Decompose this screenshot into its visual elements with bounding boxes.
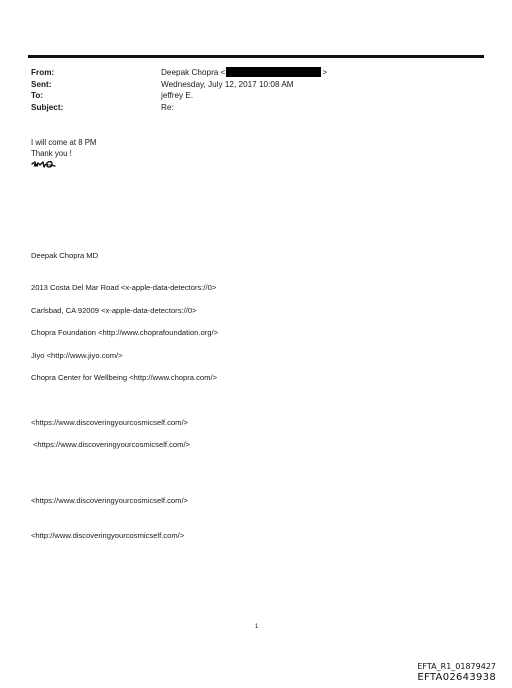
to-label: To: <box>31 91 44 100</box>
footer-id-primary: EFTA_R1_01879427 <box>417 662 496 671</box>
to-value: jeffrey E. <box>161 91 194 100</box>
subject-value: Re: <box>161 102 174 112</box>
sent-value: Wednesday, July 12, 2017 10:08 AM <box>161 79 294 89</box>
link-line-2: <https://www.discoveringyourcosmicself.com/> <box>33 440 190 449</box>
document-footer <box>417 662 496 684</box>
signature-city: Carlsbad, CA 92009 <x-apple-data-detectors://0> <box>31 306 197 315</box>
to-row <box>31 90 481 102</box>
scribble-icon <box>31 160 57 170</box>
email-header <box>31 67 481 113</box>
link-line-1: <https://www.discoveringyourcosmicself.com/> <box>31 418 188 427</box>
signature-name: Deepak Chopra MD <box>31 251 99 260</box>
body-line-1: I will come at 8 PM <box>31 138 97 147</box>
header-rule <box>28 55 484 58</box>
footer-id-secondary: EFTA02643938 <box>417 672 496 683</box>
from-name: Deepak Chopra < <box>161 68 226 77</box>
link-line-4: <http://www.discoveringyourcosmicself.com/> <box>31 531 185 540</box>
page-number: 1 <box>255 624 259 630</box>
from-row <box>31 67 481 79</box>
from-label: From: <box>31 68 55 77</box>
signature-jiyo: Jiyo <http://www.jiyo.com/> <box>31 351 123 360</box>
sent-row <box>31 79 481 91</box>
body-line-2: Thank you ! <box>31 149 72 158</box>
signature-address: 2013 Costa Del Mar Road <x-apple-data-detectors://0> <box>31 283 217 292</box>
subject-row <box>31 102 481 114</box>
from-value <box>161 67 327 79</box>
link-line-3: <https://www.discoveringyourcosmicself.com/> <box>31 496 188 505</box>
email-body <box>31 137 96 170</box>
signature-foundation: Chopra Foundation <http://www.choprafoundation.org/> <box>31 328 219 337</box>
redaction-box <box>226 67 321 77</box>
from-close: > <box>322 68 328 77</box>
sent-label: Sent: <box>31 79 52 89</box>
signature-center: Chopra Center for Wellbeing <http://www.chopra.com/> <box>31 373 217 382</box>
subject-label: Subject: <box>31 102 64 112</box>
